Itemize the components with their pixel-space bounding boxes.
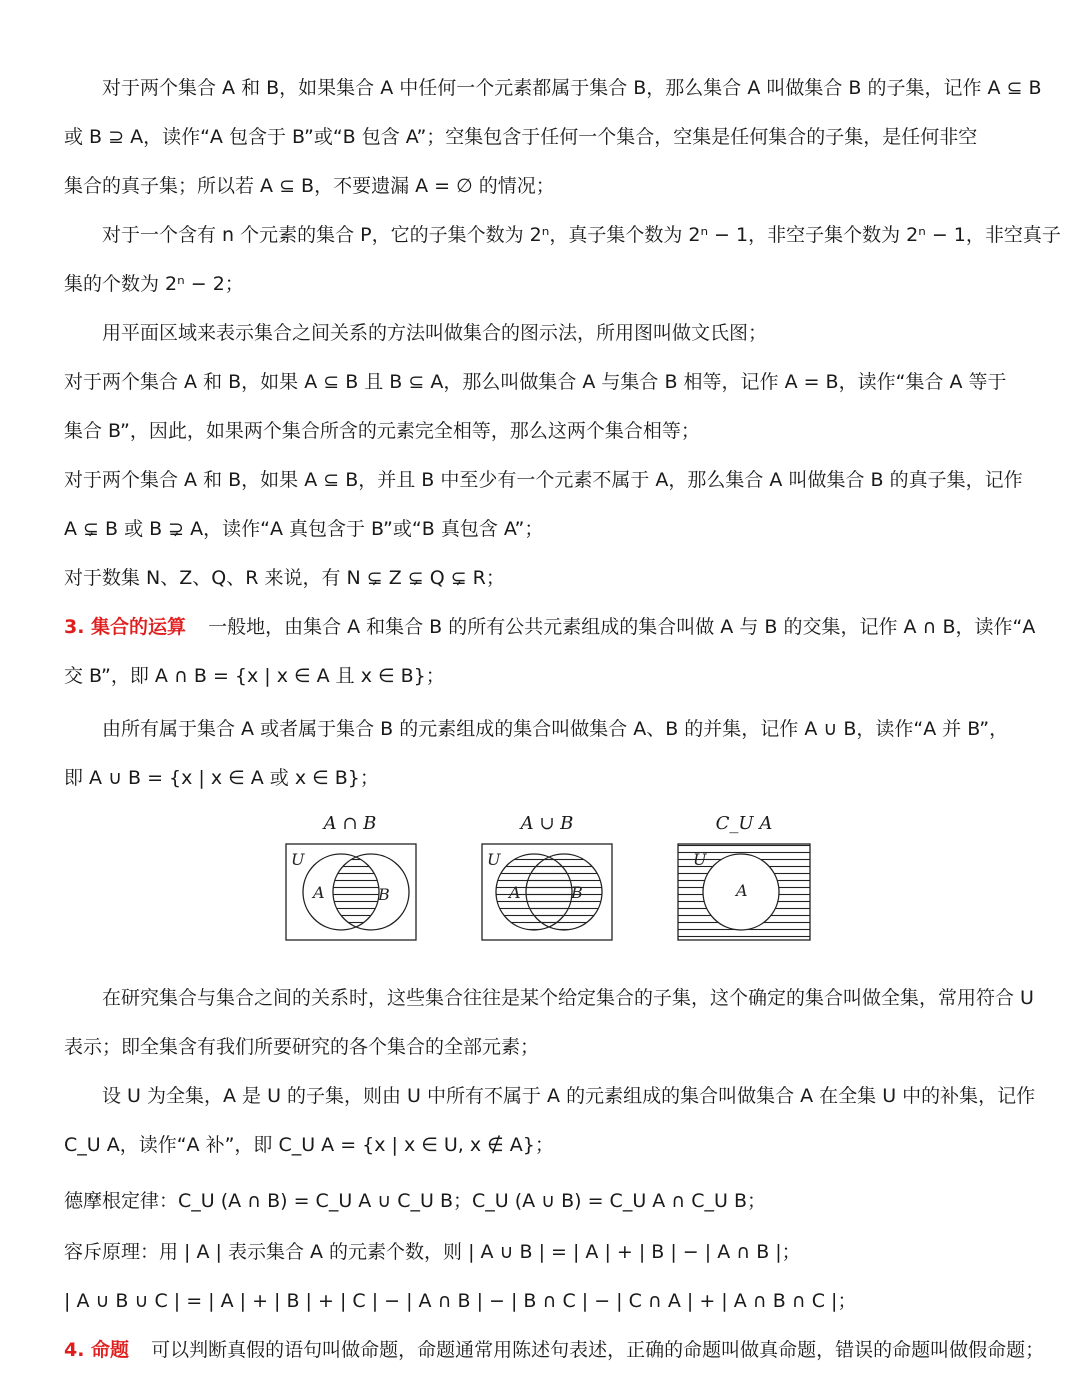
paragraph-subset-reading: 或 B ⊇ A，读作“A 包含于 B”或“B 包含 A”；空集包含于任何一个集合，空集是任何集合的子集，是任何非空: [64, 126, 978, 148]
intersection-diagram: [286, 844, 416, 940]
paragraph-de-morgan: 德摩根定律：C_U (A ∩ B) = C_U A ∪ C_U B；C_U (A ∪ B) = C_U A ∩ C_U B；: [64, 1190, 766, 1212]
complement-diagram-title: C_U A: [715, 813, 773, 834]
paragraph-universal-set: 在研究集合与集合之间的关系时，这些集合往往是某个给定集合的子集，这个确定的集合叫做全集，常用符合 U: [102, 987, 1034, 1009]
paragraph-inclusion-exclusion-three: | A ∪ B ∪ C | = | A | + | B | + | C | − | A ∩ B | − | B ∩ C | − | C ∩ A | + | A ∩ B ∩ C |；: [64, 1290, 857, 1312]
paragraph-union: 由所有属于集合 A 或者属于集合 B 的元素组成的集合叫做集合 A、B 的并集，记作 A ∪ B，读作“A 并 B”，: [102, 718, 1009, 740]
complement-diagram: [678, 844, 810, 940]
paragraph-subset-count-end: 集的个数为 2ⁿ − 2；: [64, 273, 244, 295]
paragraph-subset-definition: 对于两个集合 A 和 B，如果集合 A 中任何一个元素都属于集合 B，那么集合 A 叫做集合 B 的子集，记作 A ⊆ B: [102, 77, 1042, 99]
paragraph-proper-subset-reading: A ⊊ B 或 B ⊋ A，读作“A 真包含于 B”或“B 真包含 A”；: [64, 518, 544, 540]
intersection-text: 一般地，由集合 A 和集合 B 的所有公共元素组成的集合叫做 A 与 B 的交集，记作 A ∩ B，读作“A: [208, 616, 1036, 638]
intersection-diagram-title: A ∩ B: [323, 813, 377, 834]
paragraph-inclusion-exclusion: 容斥原理：用 | A | 表示集合 A 的元素个数，则 | A ∪ B | = | A | + | B | − | A ∩ B |；: [64, 1241, 801, 1263]
paragraph-union-end: 即 A ∪ B = {x | x ∈ A 或 x ∈ B}；: [64, 767, 379, 789]
proposition-text: 可以判断真假的语句叫做命题，命题通常用陈述句表述，正确的命题叫做真命题，错误的命题叫做假命题；: [151, 1339, 1045, 1361]
intersection-set-b-label: B: [378, 885, 390, 904]
intersection-universe-label: U: [291, 850, 305, 869]
venn-diagrams: [280, 814, 820, 950]
paragraph-empty-set-note: 集合的真子集；所以若 A ⊆ B，不要遗漏 A = ∅ 的情况；: [64, 175, 555, 197]
paragraph-number-sets: 对于数集 N、Z、Q、R 来说，有 N ⊊ Z ⊊ Q ⊊ R；: [64, 567, 505, 589]
paragraph-intersection: [64, 612, 1040, 642]
union-universe-label: U: [487, 850, 501, 869]
paragraph-proposition: [64, 1335, 1045, 1365]
paragraph-complement: 设 U 为全集，A 是 U 的子集，则由 U 中所有不属于 A 的元素组成的集合叫做集合 A 在全集 U 中的补集，记作: [102, 1085, 1036, 1107]
paragraph-set-equality-end: 集合 B”，因此，如果两个集合所含的元素完全相等，那么这两个集合相等；: [64, 420, 700, 442]
union-set-b-label: B: [571, 883, 583, 902]
heading-propositions: 4. 命题: [64, 1339, 130, 1361]
paragraph-venn-definition: 用平面区域来表示集合之间关系的方法叫做集合的图示法，所用图叫做文氏图；: [102, 322, 768, 344]
paragraph-intersection-end: 交 B”，即 A ∩ B = {x | x ∈ A 且 x ∈ B}；: [64, 665, 445, 687]
union-diagram-title: A ∪ B: [520, 813, 574, 834]
union-diagram: [482, 844, 612, 940]
paragraph-complement-end: C_U A，读作“A 补”，即 C_U A = {x | x ∈ U, x ∉ A}；: [64, 1134, 554, 1156]
union-set-a-label: A: [509, 883, 521, 902]
paragraph-set-equality: 对于两个集合 A 和 B，如果 A ⊆ B 且 B ⊆ A，那么叫做集合 A 与集合 B 相等，记作 A = B，读作“集合 A 等于: [64, 371, 1007, 393]
complement-set-a-label: A: [736, 881, 748, 900]
paragraph-proper-subset: 对于两个集合 A 和 B，如果 A ⊆ B，并且 B 中至少有一个元素不属于 A，那么集合 A 叫做集合 B 的真子集，记作: [64, 469, 1023, 491]
heading-set-operations: 3. 集合的运算: [64, 616, 187, 638]
complement-universe-label: U: [693, 850, 707, 869]
paragraph-universal-set-end: 表示；即全集含有我们所要研究的各个集合的全部元素；: [64, 1036, 540, 1058]
intersection-set-a-label: A: [313, 883, 325, 902]
venn-diagrams-svg: [280, 814, 820, 950]
paragraph-subset-count: 对于一个含有 n 个元素的集合 P，它的子集个数为 2ⁿ，真子集个数为 2ⁿ − 1，非空子集个数为 2ⁿ − 1，非空真子: [102, 224, 1061, 246]
